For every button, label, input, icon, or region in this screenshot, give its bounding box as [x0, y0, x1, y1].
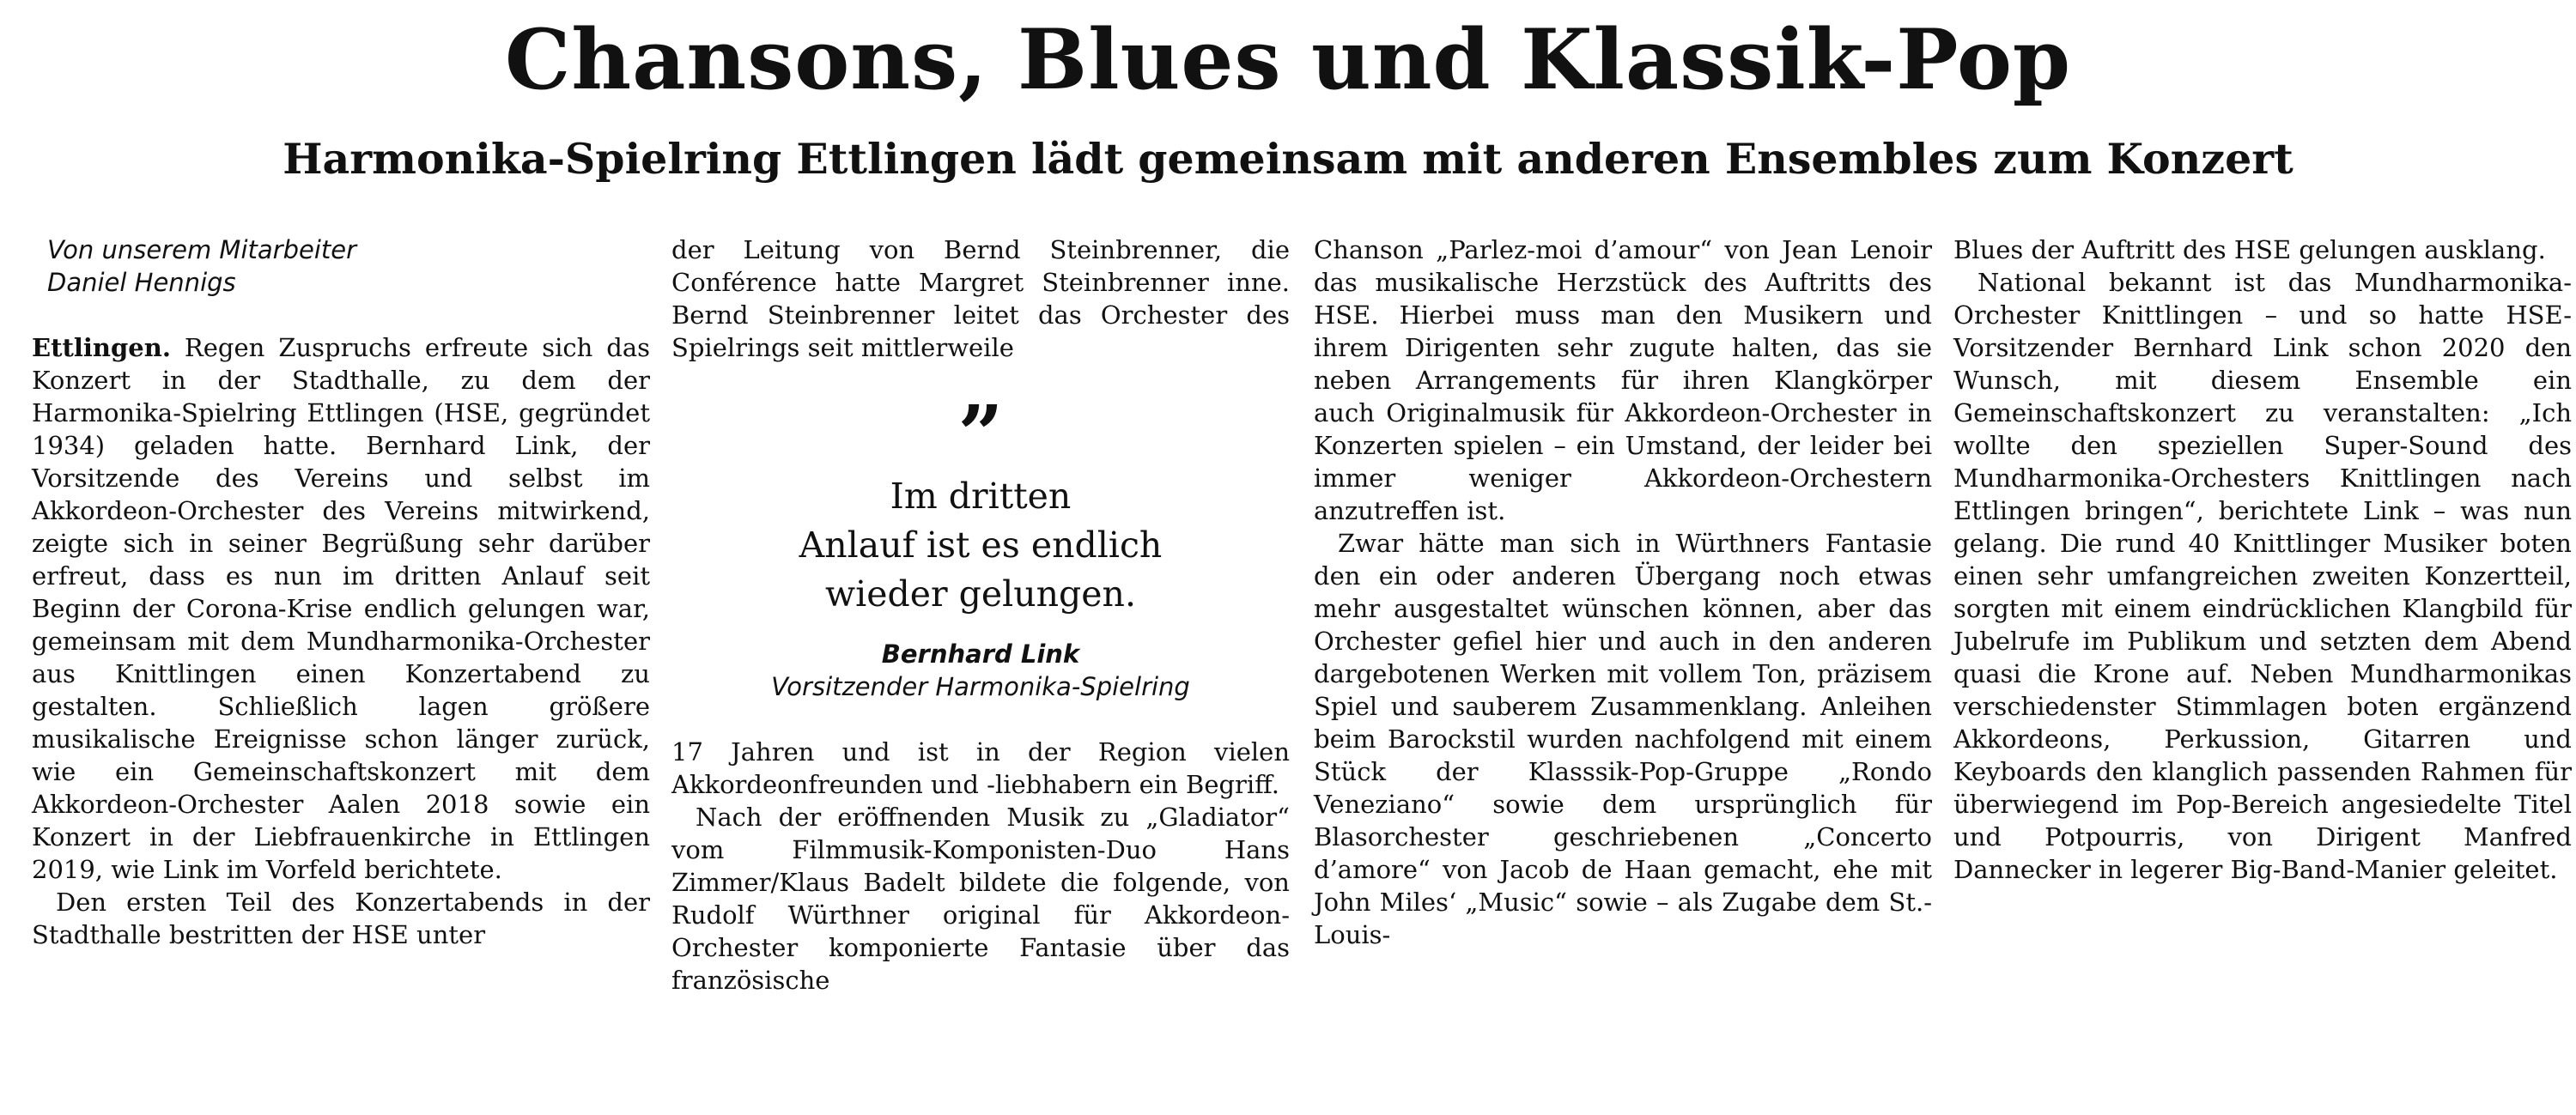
lead-text: Regen Zuspruchs erfreute sich das Konzert in der Stadthalle, zu dem der Harmonika-Spielring Ettlingen (HSE, gegründet 1934) geladen hatte. Bernhard Link, der Vorsitzende des Vereins und selbst im Akkordeon-Orchester des Vereins mitwirkend, zeigte sich in seiner Begrüßung sehr darüber erfreut, dass es nun im dritten Anlauf seit Beginn der Corona-Krise endlich gelungen war, gemeinsam mit dem Mundharmonika-Orchester aus Knittlingen einen Konzertabend zu gestalten. Schließlich lagen größere musikalische Ereignisse schon länger zurück, wie ein Gemeinschaftskonzert mit dem Akkordeon-Orchester Aalen 2018 sowie ein Konzert in der Liebfrauenkirche in Ettlingen 2019, wie Link im Vorfeld berichtete.: [32, 333, 650, 884]
byline: [47, 233, 650, 299]
dateline: Ettlingen.: [32, 333, 171, 362]
paragraph: Chanson „Parlez-moi d’amour“ von Jean Lenoir das musikalische Herzstück des Auftritts des HSE. Hierbei muss man den Musikern und ihrem Dirigenten sehr zugute halten, das sie neben Arrangements für ihren Klangkörper auch Originalmusik für Akkordeon-Orchester in Konzerten spielen – ein Umstand, der leider bei immer weniger Akkordeon-Orchestern anzutreffen ist.: [1314, 235, 1932, 525]
paragraph: Blues der Auftritt des HSE gelungen ausklang.: [1953, 235, 2546, 264]
byline-label: Von unserem Mitarbeiter: [47, 235, 357, 264]
article-column-2: [671, 233, 1290, 997]
byline-author: Daniel Hennigs: [47, 268, 236, 297]
pull-quote-line: Anlauf ist es endlich: [799, 524, 1163, 566]
article-headline: Chansons, Blues und Klassik-Pop: [505, 11, 2071, 108]
article-column-3: [1314, 233, 1932, 951]
pull-quote: [671, 400, 1290, 703]
pull-quote-line: wieder gelungen.: [825, 573, 1136, 615]
paragraph: der Leitung von Bernd Steinbrenner, die Conférence hatte Margret Steinbrenner inne. Bernd Steinbrenner leitet das Orchester des Spielrings seit mittlerweile: [671, 235, 1290, 362]
pull-quote-role: Vorsitzender Harmonika-Spielring: [771, 672, 1190, 701]
article-subheadline: Harmonika-Spielring Ettlingen lädt gemeinsam mit anderen Ensembles zum Konzert: [283, 134, 2293, 184]
paragraph: Nach der eröffnenden Musik zu „Gladiator“ vom Filmmusik-Komponisten-Duo Hans Zimmer/Klaus Badelt bildete die folgende, von Rudolf Würthner original für Akkordeon-Orchester komponierte Fantasie über das französische: [671, 803, 1290, 995]
lead-paragraph: [32, 331, 650, 886]
pull-quote-text: [671, 472, 1290, 619]
article-column-4: [1953, 233, 2572, 886]
article-column-1: [32, 233, 650, 951]
pull-quote-author: Bernhard Link: [881, 639, 1080, 669]
quote-mark-icon: ”: [957, 400, 1004, 462]
paragraph: Zwar hätte man sich in Würthners Fantasie den ein oder anderen Übergang noch etwas mehr ausgestaltet wünschen können, aber das Orchester gefiel hier und auch in den anderen dargebotenen Werken mit vollem Ton, präzisem Spiel und sauberem Zusammenklang. Anleihen beim Barockstil wurden nachfolgend mit einem Stück der Klasssik-Pop-Gruppe „Rondo Veneziano“ sowie dem ursprünglich für Blasorchester geschriebenen „Concerto d’amore“ von Jacob de Haan gemacht, ehe mit John Miles‘ „Music“ sowie – als Zugabe dem St.-Louis-: [1314, 529, 1932, 949]
paragraph: National bekannt ist das Mundharmonika-Orchester Knittlingen – und so hatte HSE-Vorsitzender Bernhard Link schon 2020 den Wunsch, mit diesem Ensemble ein Gemeinschaftskonzert zu veranstalten: „Ich wollte den speziellen Super-Sound des Mundharmonika-Orchesters Knittlingen nach Ettlingen bringen“, berichtete Link – was nun gelang. Die rund 40 Knittlinger Musiker boten einen sehr umfangreichen zweiten Konzertteil, sorgten mit einem eindrücklichen Klangbild für Jubelrufe im Publikum und setzten dem Abend quasi die Krone auf. Neben Mundharmonikas verschiedenster Stimmlagen boten ergänzend Akkordeons, Perkussion, Gitarren und Keyboards den klanglich passenden Rahmen für überwiegend im Pop-Bereich angesiedelte Titel und Potpourris, von Dirigent Manfred Dannecker in legerer Big-Band-Manier geleitet.: [1953, 268, 2572, 884]
pull-quote-line: Im dritten: [890, 476, 1072, 517]
paragraph: Den ersten Teil des Konzertabends in der Stadthalle bestritten der HSE unter: [32, 888, 650, 949]
paragraph: 17 Jahren und ist in der Region vielen Akkordeonfreunden und -liebhabern ein Begriff.: [671, 737, 1290, 799]
